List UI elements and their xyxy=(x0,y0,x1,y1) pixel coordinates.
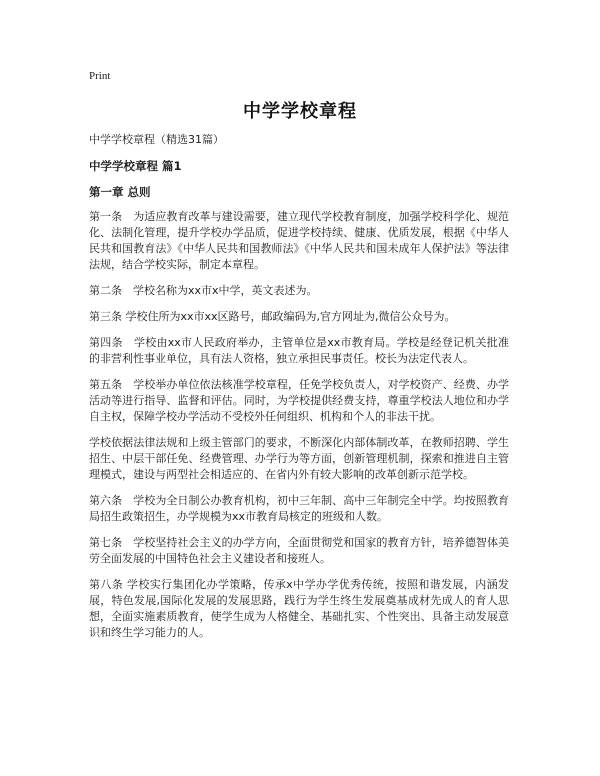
paragraph-article-7: 第七条 学校坚持社会主义的办学方向，全面贯彻党和国家的教育方针，培养德智体美劳全面发展的中国特色社会主义建设者和接班人。 xyxy=(89,536,509,565)
paragraph-article-6: 第六条 学校为全日制公办教育机构，初中三年制、高中三年制完全中学。均按照教育局招生政策招生，办学规模为xx市教育局核定的班级和人数。 xyxy=(89,494,509,523)
print-label: Print xyxy=(89,70,111,82)
section-heading: 中学学校章程 篇1 xyxy=(89,159,182,173)
chapter-heading: 第一章 总则 xyxy=(89,185,151,199)
paragraph-article-5: 第五条 学校举办单位依法核准学校章程，任免学校负责人，对学校资产、经费、办学活动等进行指导、监督和评估。同时，为学校提供经费支持，尊重学校法人地位和办学自主权，保障学校办学活动不受校外任何组织、机构和个人的非法干扰。 xyxy=(89,378,509,423)
paragraph-article-2: 第二条 学校名称为xx市x中学，英文表述为。 xyxy=(89,284,318,297)
document-body xyxy=(89,132,509,651)
paragraph-article-1: 第一条 为适应教育改革与建设需要，建立现代学校教育制度，加强学校科学化、规范化、法制化管理，提升学校办学品质，促进学校持续、健康、优质发展，根据《中华人民共和国教育法》《中华人民共和国教师法》《中华人民共和国未成年人保护法》等法律法规，结合学校实际，制定本章程。 xyxy=(89,210,509,271)
document-title: 中学学校章程 xyxy=(243,101,357,122)
document-subtitle: 中学学校章程（精选31篇） xyxy=(89,133,224,146)
paragraph-article-5-continued: 学校依据法律法规和上级主管部门的要求，不断深化内部体制改革，在教师招聘、学生招生、中层干部任免、经费管理、办学行为等方面，创新管理机制，探索和推进自主管理模式，建设与两型社会相适应的、在省内外有较大影响的改革创新示范学校。 xyxy=(89,436,509,481)
paragraph-article-8: 第八条 学校实行集团化办学策略，传承x中学办学优秀传统，按照和谐发展，内涵发展，特色发展,国际化发展的发展思路，践行为学生终生发展奠基成材先成人的育人思想，全面实施素质教育，使学生成为人格健全、基础扎实、个性突出、具备主动发展意识和终生学习能力的人。 xyxy=(89,578,509,639)
paragraph-article-4: 第四条 学校由xx市人民政府举办，主管单位是xx市教育局。学校是经登记机关批准的非营利性事业单位，具有法人资格，独立承担民事责任。校长为法定代表人。 xyxy=(89,336,509,365)
paragraph-article-3: 第三条 学校住所为xx市xx区路号，邮政编码为,官方网址为,微信公众号为。 xyxy=(89,310,456,323)
